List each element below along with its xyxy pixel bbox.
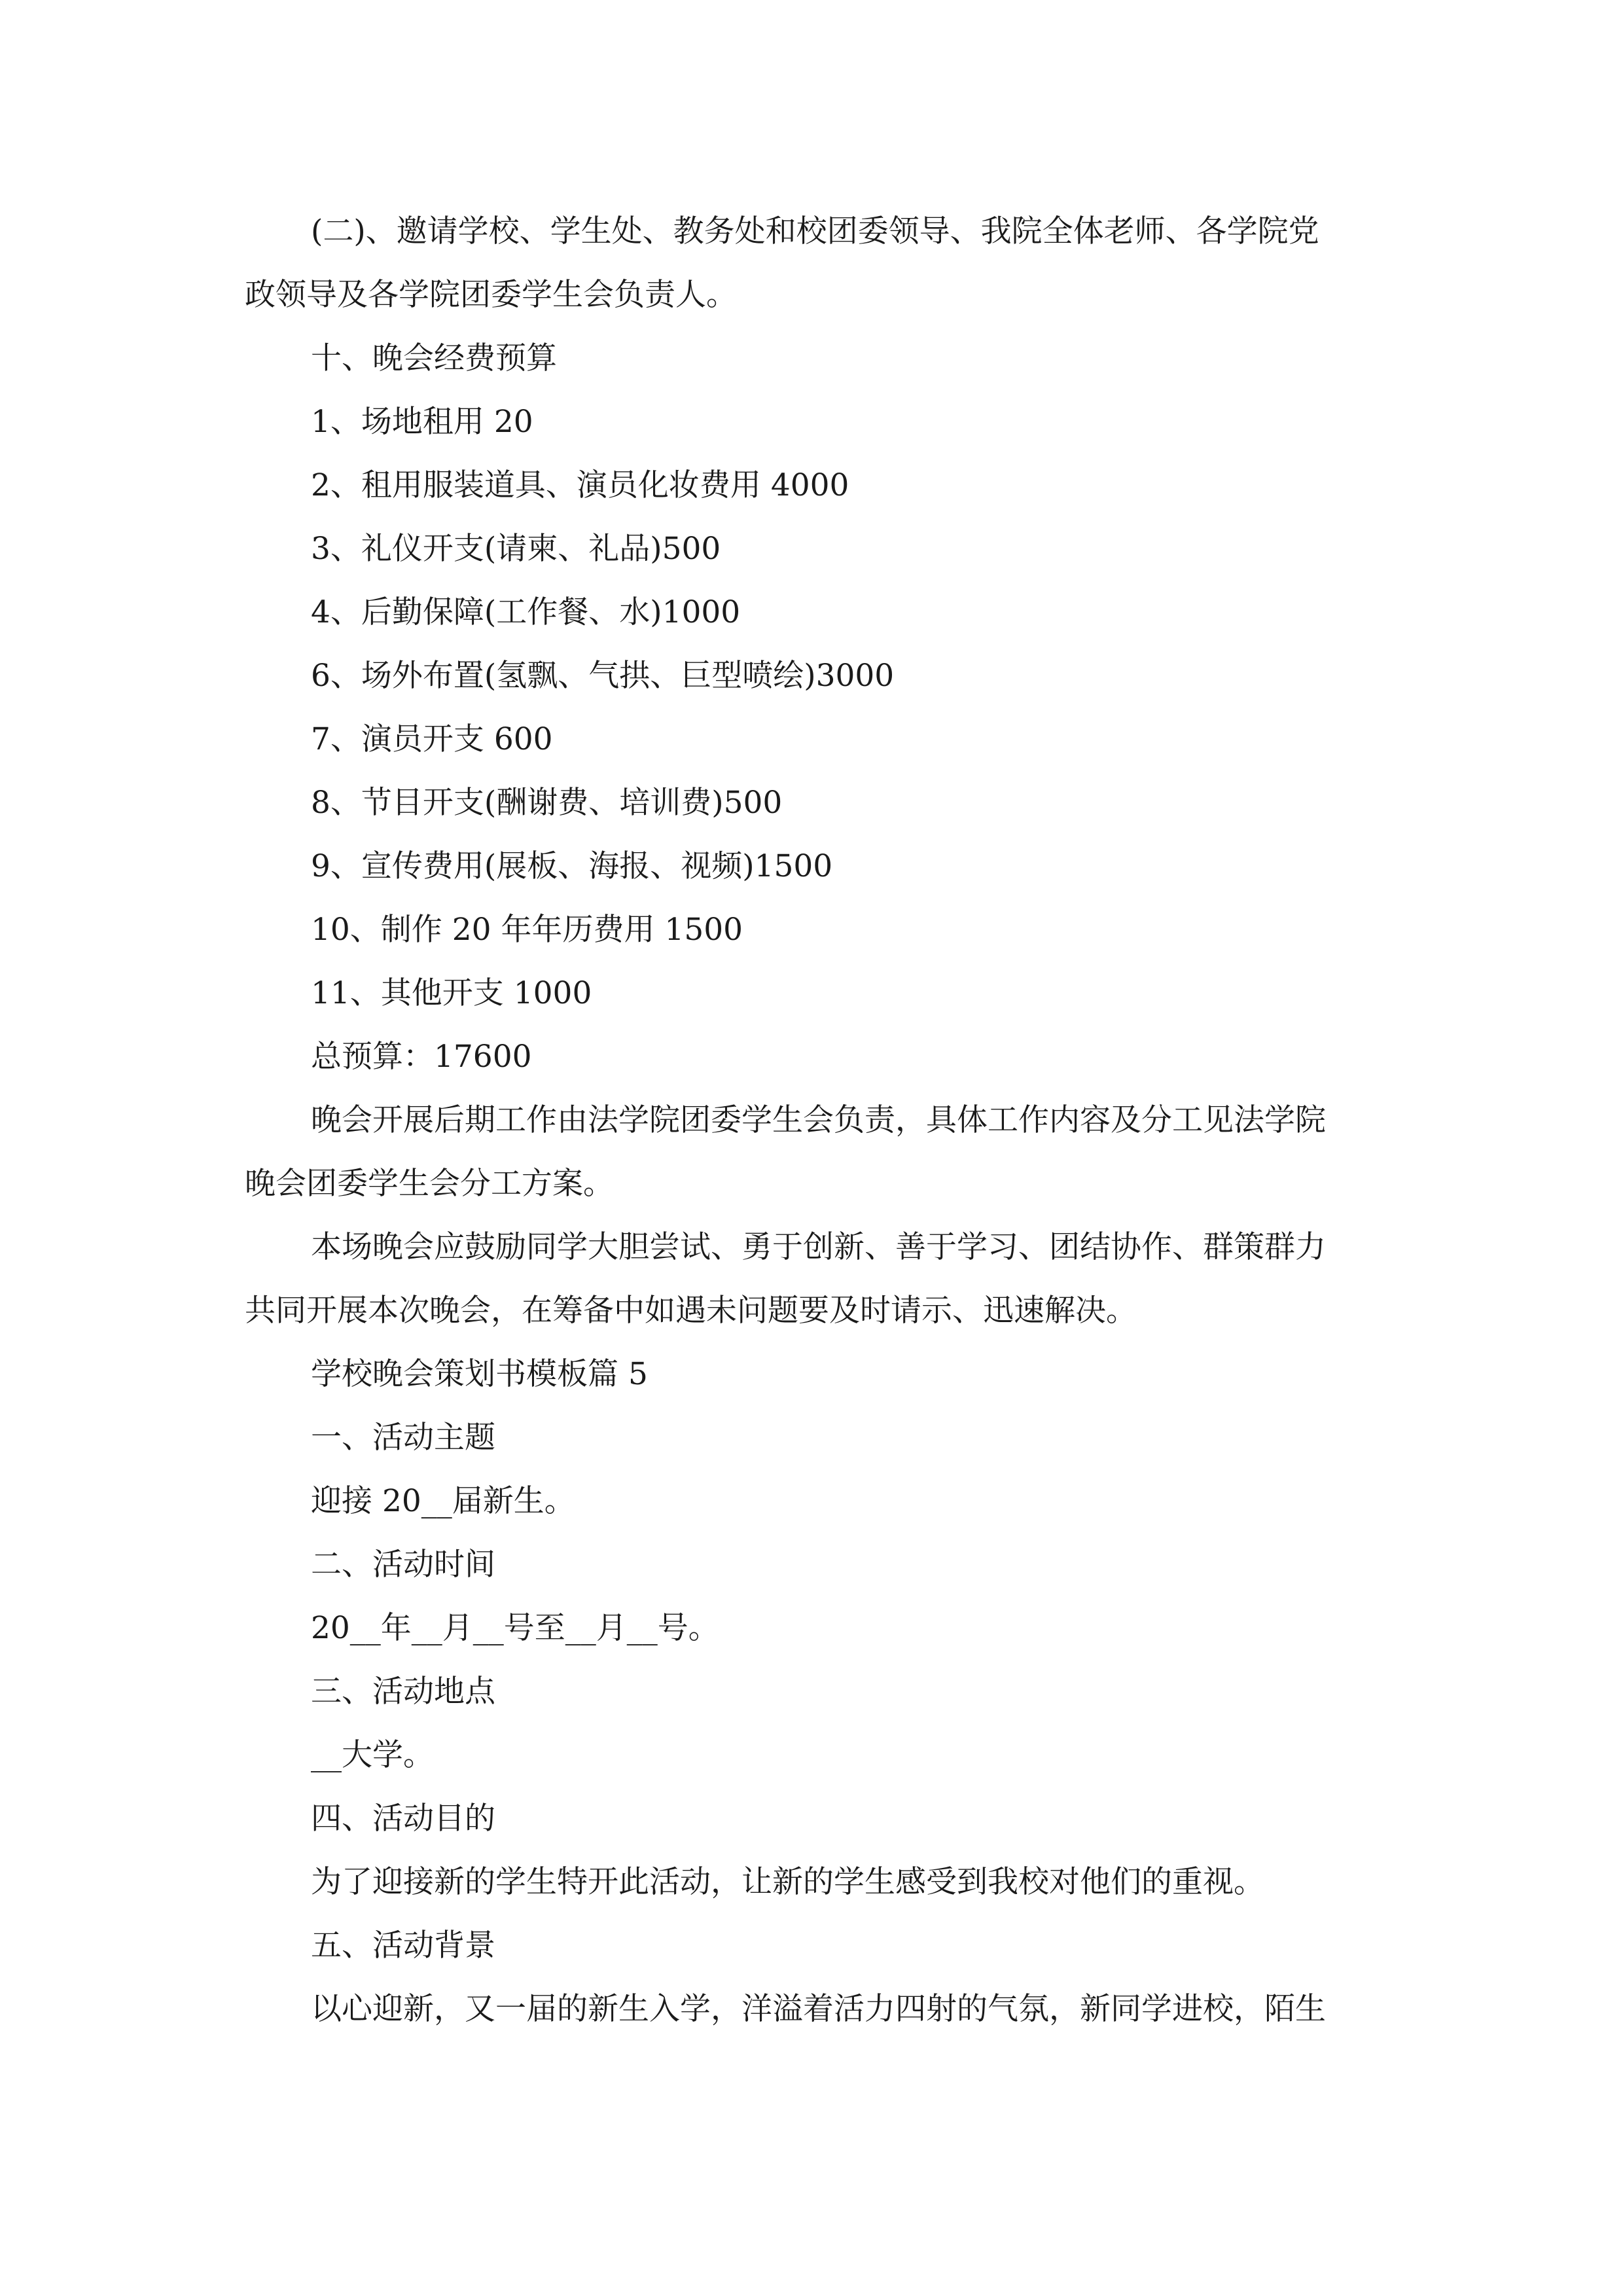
document-body	[245, 200, 1380, 2041]
section-heading: 一、活动主题	[311, 1420, 495, 1456]
document-title: 学校晚会策划书模板篇 5	[311, 1356, 648, 1392]
section-heading: 十、晚会经费预算	[311, 340, 557, 376]
list-item: 8、节目开支(酬谢费、培训费)500	[311, 785, 783, 821]
paragraph-line: 政领导及各学院团委学生会负责人。	[245, 277, 737, 313]
list-item: 1、场地租用 20	[311, 404, 533, 440]
list-item: 9、宣传费用(展板、海报、视频)1500	[311, 848, 833, 884]
list-item: 4、后勤保障(工作餐、水)1000	[311, 594, 741, 630]
list-item: 7、演员开支 600	[311, 721, 553, 757]
list-item: 3、礼仪开支(请柬、礼品)500	[311, 531, 721, 567]
section-heading: 四、活动目的	[311, 1801, 495, 1837]
paragraph-line: 晚会开展后期工作由法学院团委学生会负责，具体工作内容及分工见法学院	[311, 1102, 1326, 1138]
paragraph-line: __大学。	[311, 1737, 434, 1773]
paragraph-line: 晚会团委学生会分工方案。	[245, 1166, 614, 1202]
list-item: 10、制作 20 年年历费用 1500	[311, 912, 743, 948]
paragraph-line: 以心迎新，又一届的新生入学，洋溢着活力四射的气氛，新同学进校，陌生	[311, 1991, 1326, 2027]
paragraph-line: 迎接 20__届新生。	[311, 1483, 575, 1519]
budget-total: 总预算：17600	[311, 1039, 532, 1075]
paragraph-line: 共同开展本次晚会，在筹备中如遇未问题要及时请示、迅速解决。	[245, 1293, 1137, 1329]
section-heading: 二、活动时间	[311, 1547, 495, 1583]
list-item: 11、其他开支 1000	[311, 975, 592, 1011]
paragraph-line: 本场晚会应鼓励同学大胆尝试、勇于创新、善于学习、团结协作、群策群力	[311, 1229, 1326, 1265]
list-item: 6、场外布置(氢飘、气拱、巨型喷绘)3000	[311, 658, 895, 694]
paragraph-line: 20__年__月__号至__月__号。	[311, 1610, 719, 1646]
section-heading: 三、活动地点	[311, 1674, 495, 1710]
list-item: 2、租用服装道具、演员化妆费用 4000	[311, 467, 849, 503]
section-heading: 五、活动背景	[311, 1928, 495, 1964]
paragraph-line: 为了迎接新的学生特开此活动，让新的学生感受到我校对他们的重视。	[311, 1864, 1264, 1900]
paragraph-line: (二)、邀请学校、学生处、教务处和校团委领导、我院全体老师、各学院党	[311, 213, 1319, 249]
